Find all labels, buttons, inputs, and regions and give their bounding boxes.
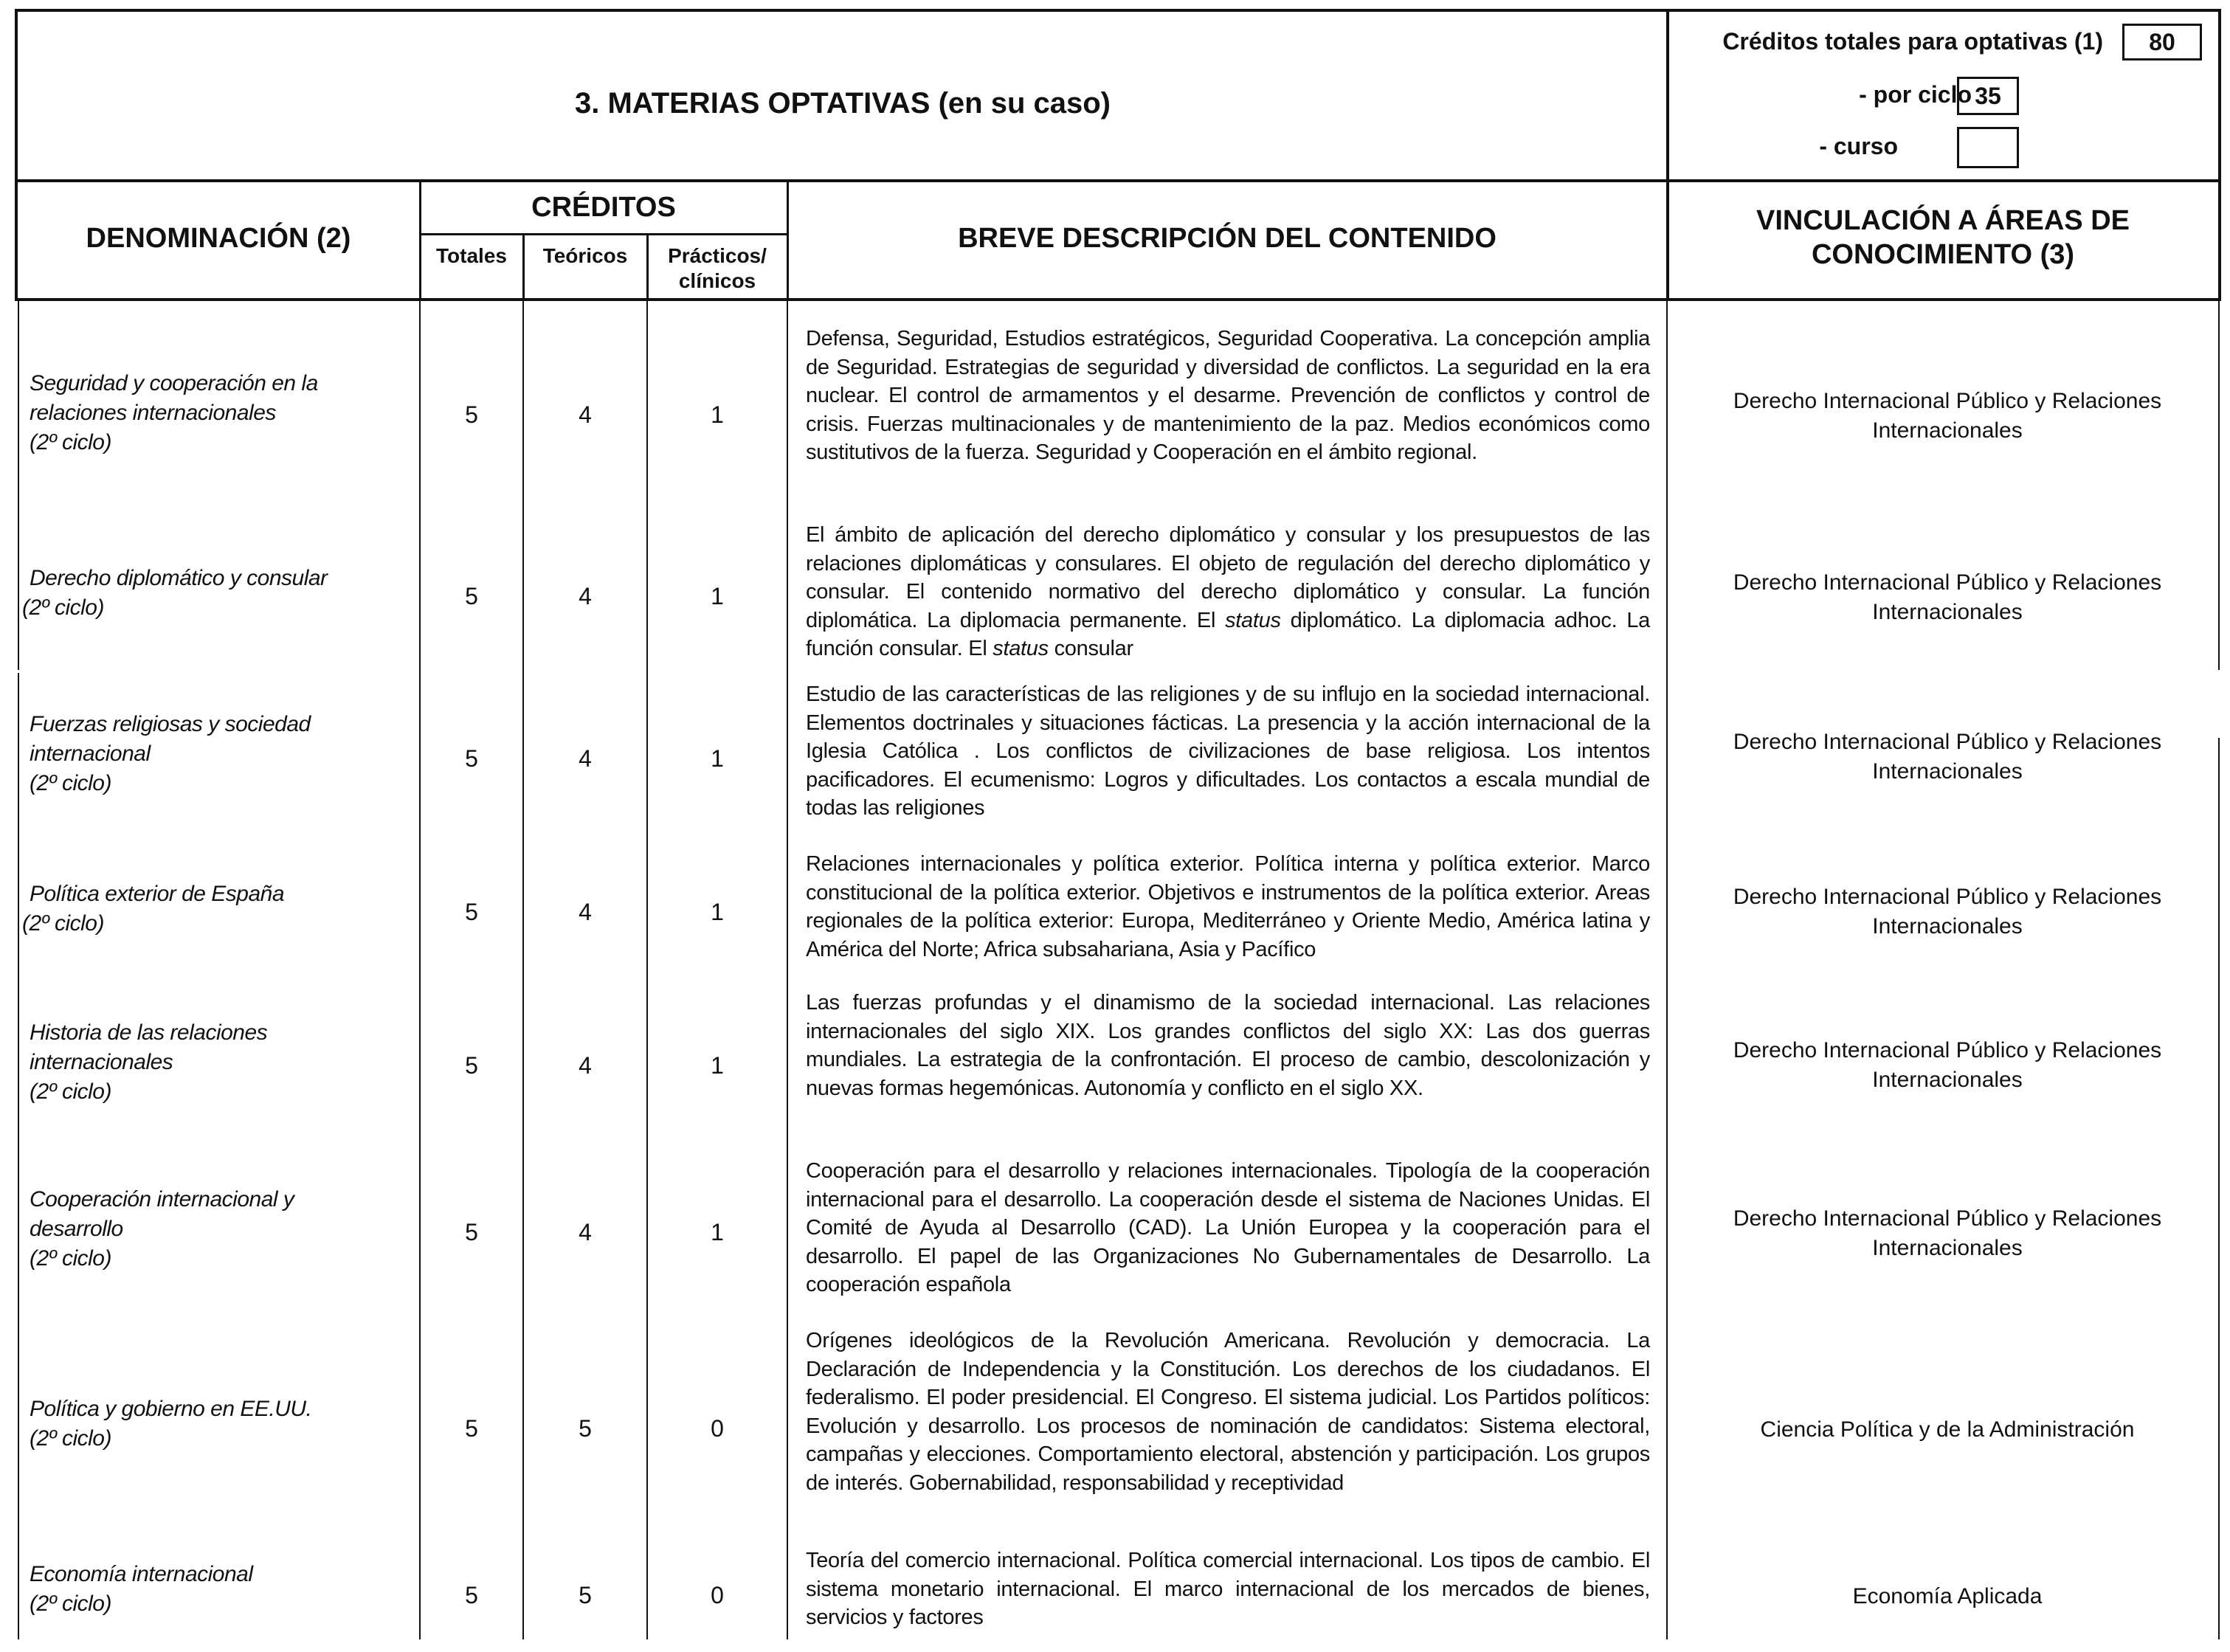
page-title: 3. MATERIAS OPTATIVAS (en su caso) <box>574 87 1111 120</box>
outer-border-left <box>15 9 18 301</box>
knowledge-area-line: Internacionales <box>1872 1068 2023 1092</box>
description-italic-term: status <box>993 637 1049 661</box>
subject-name <box>30 1560 413 1619</box>
subject-name-line: relaciones internacionales <box>30 401 276 425</box>
creditos-teoricos-cell: 4 <box>579 401 592 428</box>
creditos-practicos-cell: 1 <box>711 899 724 925</box>
description-italic-term: status <box>1225 608 1281 632</box>
subject-name-line: (2º ciclo) <box>30 771 111 795</box>
creditos-teoricos-cell: 4 <box>579 899 592 925</box>
col-header-practicos-line1: Prácticos/ <box>668 244 767 267</box>
subject-name-line: (2º ciclo) <box>22 911 104 936</box>
body-line-left-2 <box>18 673 19 1639</box>
knowledge-area-line: Derecho Internacional Público y Relaciones <box>1733 885 2162 909</box>
column-header-bottom <box>15 298 2221 301</box>
description-text: diplomático. La diplomacia adhoc. La función consular. El <box>806 608 1650 661</box>
creditos-totales-cell: 5 <box>465 583 478 609</box>
col-header-practicos <box>648 243 787 294</box>
col-header-totales: Totales <box>436 244 507 267</box>
content-description: Relaciones internacionales y política exterior. Política interna y política exterior. Marco constitucional de la política exterior. Objetivos e instrumentos de la política exterior. Areas regionales de la política exterior: Europa, Mediterráneo y Oriente Medio, América latina y América del Norte; Africa subsahariana, Asia y Pacífico <box>806 852 1650 961</box>
creditos-totales-cell: 5 <box>465 1219 478 1245</box>
subject-name <box>22 879 413 939</box>
outer-border-top <box>15 9 2221 12</box>
creditos-practicos-cell: 1 <box>711 1052 724 1079</box>
subject-name-line: Seguridad y cooperación en la <box>30 371 318 395</box>
subject-name <box>30 1394 413 1454</box>
subject-name-line: (2º ciclo) <box>30 430 111 455</box>
creditos-teoricos-cell: 4 <box>579 1052 592 1079</box>
subject-name-line: internacionales <box>30 1050 173 1074</box>
curso-label: - curso <box>1819 133 1898 159</box>
creditos-sub-divider <box>419 233 788 235</box>
content-description: Defensa, Seguridad, Estudios estratégicos, Seguridad Cooperativa. La concepción amplia de Seguridad. Estrategias de seguridad y diversidad de conflictos. La seguridad en la era nuclear. El control de armamentos y el desarme. Prevención de conflictos y control de crisis. Fuerzas multinacionales y de mantenimiento de la paz. Medios económicos como sustitutivos de la fuerza. Seguridad y Cooperación en el ámbito regional. <box>806 327 1650 465</box>
creditos-practicos-cell: 1 <box>711 583 724 609</box>
creditos-practicos-cell: 0 <box>711 1582 724 1608</box>
body-line-right-2 <box>2218 738 2220 1639</box>
subject-name <box>30 710 413 798</box>
creditos-totales-cell: 5 <box>465 401 478 428</box>
creditos-practicos-cell: 1 <box>711 745 724 772</box>
knowledge-area-line: Internacionales <box>1872 759 2023 784</box>
creditos-practicos-cell: 1 <box>711 1219 724 1245</box>
content-description: Estudio de las características de las religiones y de su influjo en la sociedad internacional. Elementos doctrinales y situaciones fácticas. La presencia y la acción internacional de la Iglesia Católica . Los conflictos de civilizaciones de base religiosa. Los intentos pacificadores. El ecumenismo: Logros y dificultades. Los contactos a escala mundial de todas las religiones <box>806 682 1650 820</box>
body-line-desc-left <box>787 301 788 1639</box>
creditos-teoricos-cell: 4 <box>579 745 592 772</box>
subject-name <box>30 369 413 457</box>
body-line-desc-right <box>1666 301 1668 1639</box>
subject-name-line: desarrollo <box>30 1217 123 1241</box>
subject-name-line: Economía internacional <box>30 1562 253 1586</box>
creditos-teoricos-cell: 5 <box>579 1582 592 1608</box>
creditos-teoricos-cell: 4 <box>579 1219 592 1245</box>
knowledge-area-line: Internacionales <box>1872 600 2023 624</box>
creditos-totales-cell: 5 <box>465 745 478 772</box>
knowledge-area <box>1669 387 2226 446</box>
subject-name-line: (2º ciclo) <box>30 1426 111 1451</box>
por-ciclo-label: - por ciclo <box>1859 81 1972 108</box>
knowledge-area <box>1669 1204 2226 1263</box>
creditos-practicos-cell: 1 <box>711 401 724 428</box>
knowledge-area-line: Derecho Internacional Público y Relaciones <box>1733 570 2162 595</box>
outer-border-right <box>2218 9 2221 301</box>
curso-box <box>1957 127 2019 168</box>
col-header-teoricos: Teóricos <box>542 244 628 267</box>
subject-name-line: (2º ciclo) <box>30 1591 111 1616</box>
knowledge-area <box>1669 1415 2226 1445</box>
creditos-totales-cell: 5 <box>465 1415 478 1442</box>
subject-name-line: Política y gobierno en EE.UU. <box>30 1397 312 1421</box>
header-divider <box>15 179 2221 182</box>
knowledge-area <box>1669 568 2226 627</box>
knowledge-area <box>1669 882 2226 941</box>
por-ciclo-box: 35 <box>1957 77 2019 115</box>
creditos-totales-label: Créditos totales para optativas (1) <box>1722 28 2103 55</box>
subject-name-line: Historia de las relaciones <box>30 1020 268 1045</box>
creditos-teoricos-cell: 4 <box>579 583 592 609</box>
col-header-vinculacion-line1: VINCULACIÓN A ÁREAS DE <box>1756 205 2130 236</box>
knowledge-area-line: Derecho Internacional Público y Relaciones <box>1733 1206 2162 1231</box>
subject-name-line: (2º ciclo) <box>22 595 104 620</box>
col-header-descripcion: BREVE DESCRIPCIÓN DEL CONTENIDO <box>958 223 1497 254</box>
knowledge-area-line: Derecho Internacional Público y Relaciones <box>1733 1038 2162 1062</box>
subject-name <box>30 1185 413 1273</box>
knowledge-area-line: Derecho Internacional Público y Relaciones <box>1733 730 2162 754</box>
creditos-totales-cell: 5 <box>465 899 478 925</box>
subject-name <box>22 564 413 623</box>
knowledge-area <box>1669 727 2226 787</box>
content-description: Teoría del comercio internacional. Política comercial internacional. Los tipos de cambio. El sistema monetario internacional. El marco internacional de los mercados de bienes, servicios y factores <box>806 1549 1650 1630</box>
col-header-vinculacion <box>1668 204 2218 272</box>
content-description <box>806 521 1650 663</box>
subject-name-line: (2º ciclo) <box>30 1079 111 1104</box>
col-header-vinculacion-line2: CONOCIMIENTO (3) <box>1811 239 2075 270</box>
knowledge-area-line: Internacionales <box>1872 1236 2023 1260</box>
knowledge-area-line: Internacionales <box>1872 914 2023 939</box>
subject-name <box>30 1018 413 1107</box>
subject-name-line: Cooperación internacional y <box>30 1187 294 1212</box>
creditos-totales-cell: 5 <box>465 1582 478 1608</box>
knowledge-area-line: Internacionales <box>1872 418 2023 443</box>
col-header-denominacion: DENOMINACIÓN (2) <box>86 223 351 254</box>
subject-name-line: Derecho diplomático y consular <box>30 566 328 590</box>
knowledge-area <box>1669 1582 2226 1611</box>
subject-name-line: (2º ciclo) <box>30 1246 111 1271</box>
subject-name-line: Política exterior de España <box>30 882 285 906</box>
knowledge-area-line: Derecho Internacional Público y Relaciones <box>1733 389 2162 413</box>
creditos-totales-cell: 5 <box>465 1052 478 1079</box>
content-description: Las fuerzas profundas y el dinamismo de la sociedad internacional. Las relaciones internacionales del siglo XIX. Los grandes conflictos del siglo XX: Las dos guerras mundiales. La estrategia de la confrontación. El proceso de cambio, descolonización y nuevas formas hegemónicas. Autonomía y conflicto en el siglo XX. <box>806 991 1650 1100</box>
subject-name-line: internacional <box>30 742 151 766</box>
knowledge-area-line: Ciencia Política y de la Administración <box>1760 1417 2135 1442</box>
description-text: consular <box>1048 637 1133 661</box>
creditos-teoricos-cell: 5 <box>579 1415 592 1442</box>
knowledge-area <box>1669 1036 2226 1095</box>
content-description: Cooperación para el desarrollo y relaciones internacionales. Tipología de la cooperación internacional para el desarrollo. La cooperación desde el sistema de Naciones Unidas. El Comité de Ayuda al Desarrollo (CAD). La Unión Europea y la cooperación para el desarrollo. El papel de las Organizaciones No Gubernamentales de Desarrollo. La cooperación española <box>806 1159 1650 1297</box>
col-header-creditos: CRÉDITOS <box>531 192 676 223</box>
creditos-totales-box: 80 <box>2122 24 2202 61</box>
creditos-practicos-cell: 0 <box>711 1415 724 1442</box>
body-line-left-1 <box>18 301 19 670</box>
subject-name-line: Fuerzas religiosas y sociedad <box>30 712 311 736</box>
description-text: El ámbito de aplicación del derecho diplomático y consular y los presupuestos de las relaciones diplomáticas y consulares. El objeto de regulación del derecho diplomático y consular. El contenido normativo del derecho diplomático y consular. La función diplomática. La diplomacia permanente. El <box>806 523 1650 632</box>
content-description: Orígenes ideológicos de la Revolución Americana. Revolución y democracia. La Declaración de Independencia y la Constitución. Los derechos de los ciudadanos. El federalismo. El poder presidencial. El Congreso. El sistema judicial. Los Partidos políticos: Evolución y desarrollo. Los procesos de nominación de candidatos: Sistema electoral, campañas y elecciones. Comportamiento electoral, abstención y participación. Los grupos de interés. Gobernabilidad, responsabilidad y receptividad <box>806 1329 1650 1495</box>
knowledge-area-line: Economía Aplicada <box>1852 1584 2043 1608</box>
col-header-practicos-line2: clínicos <box>678 269 756 292</box>
